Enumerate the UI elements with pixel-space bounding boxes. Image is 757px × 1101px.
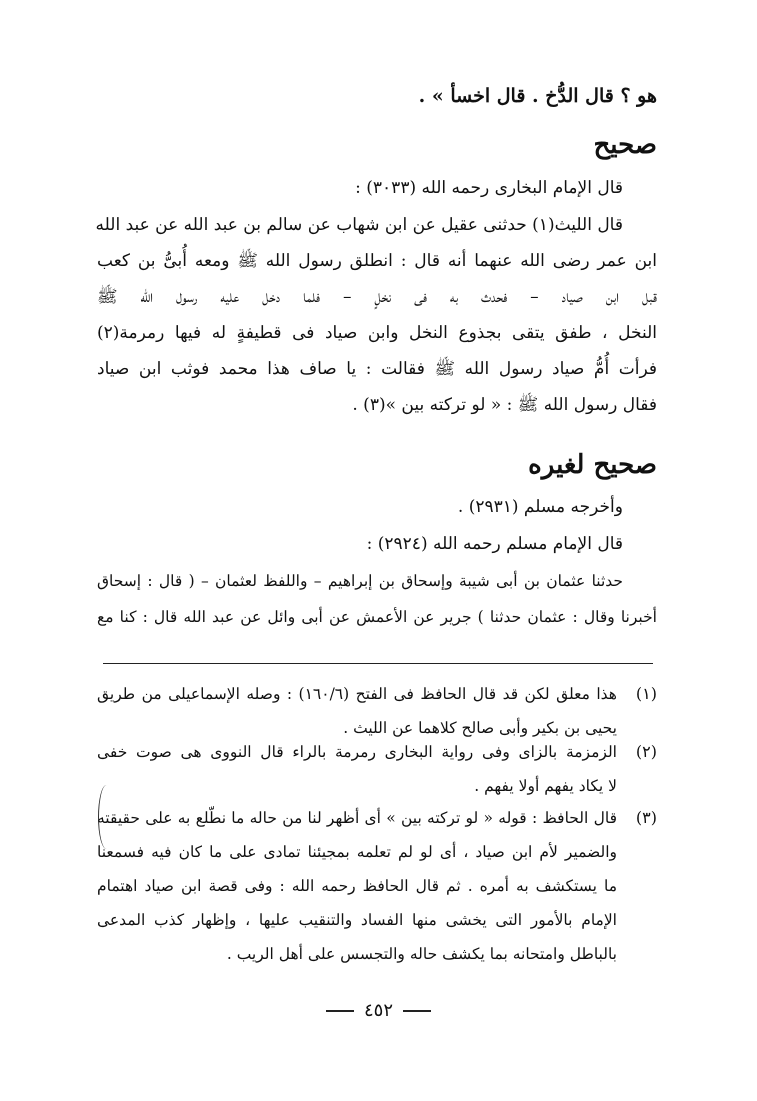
footnote-line: والضمير لأم ابن صياد ، أى لو لم تعلمه بمجيئنا تمادى على ما كان فيه فسمعنا (97, 843, 617, 861)
footnote (97, 742, 657, 796)
footnote-line: بالباطل وامتحانه بما يكشف حاله والتجسس على أهل الريب . (226, 945, 617, 963)
footnote-line: الزمزمة بالزاى وفى رواية البخارى رمرمة بالراء قال النووى هى صوت خفى (97, 743, 617, 761)
text-line: حدثنا عثمان بن أبى شيبة وإسحاق بن إبراهيم – واللفظ لعثمان – ( قال : إسحاق (97, 572, 623, 590)
text-line: النخل ، طفق يتقى بجذوع النخل وابن صياد فى قطيفةٍ له فيها رمرمة(٢) (97, 323, 657, 343)
footnote-line: قال الحافظ : قوله « لو تركته بين » أى أظهر لنا من حاله ما نطّلع به على حقيقته (97, 809, 617, 827)
footnote (97, 808, 657, 964)
main-paragraph (97, 178, 657, 415)
text-line: قال الإمام البخارى رحمه الله (٣٠٣٣) : (355, 178, 623, 198)
footnote-number: (٣) (635, 808, 657, 827)
heading-sahih: صحيح (593, 130, 657, 160)
second-paragraph (97, 497, 657, 627)
page-number-footer (0, 1000, 757, 1021)
text-line: فرأت أُمُّ صياد رسول الله ﷺ فقالت : يا صاف هذا محمد فوثب ابن صياد (97, 359, 657, 379)
text-line: وأخرجه مسلم (٢٩٣١) . (457, 497, 623, 517)
footnote-number: (١) (635, 684, 657, 703)
text-line: قبل ابن صياد – فحدث به فى نخلٍ – فلما دخل عليه رسول الله ﷺ (97, 287, 657, 307)
footnote-line: يحيى بن بكير وأبى صالح كلاهما عن الليث . (343, 719, 617, 737)
dash-left (403, 1010, 431, 1012)
heading-sahih-lighayrih: صحيح لغيره (528, 450, 657, 480)
text-line: أخبرنا وقال : عثمان حدثنا ) جرير عن الأعمش عن أبى وائل عن عبد الله قال : كنا مع (97, 608, 657, 626)
footnote-line: الإمام بالأمور التى يخشى منها الفساد والتنقيب عليها ، وإظهار كذب المدعى (97, 911, 617, 929)
footnote-line: هذا معلق لكن قد قال الحافظ فى الفتح (١٦٠/٦) : وصله الإسماعيلى من طريق (97, 685, 617, 703)
footnote-line: لا يكاد يفهم أولا يفهم . (474, 777, 617, 795)
dash-right (326, 1010, 354, 1012)
text-line: قال الليث(١) حدثنى عقيل عن ابن شهاب عن سالم بن عبد الله عن عبد الله (95, 215, 623, 235)
footnote-line: ما يستكشف به أمره . ثم قال الحافظ رحمه الله : وفى قصة ابن صياد اهتمام (97, 877, 617, 895)
footnote-number: (٢) (635, 742, 657, 761)
text-line: ابن عمر رضى الله عنهما أنه قال : انطلق رسول الله ﷺ ومعه أُبىُّ بن كعب (97, 251, 657, 271)
text-line: قال الإمام مسلم رحمه الله (٢٩٢٤) : (366, 534, 623, 554)
page-number: ٤٥٢ (363, 1000, 393, 1021)
text-line: فقال رسول الله ﷺ : « لو تركته بين »(٣) . (352, 395, 657, 415)
footnote-separator (103, 663, 653, 664)
footnote (97, 684, 657, 738)
top-line: هو ؟ قال الدُّخ . قال اخسأ » . (418, 85, 657, 107)
